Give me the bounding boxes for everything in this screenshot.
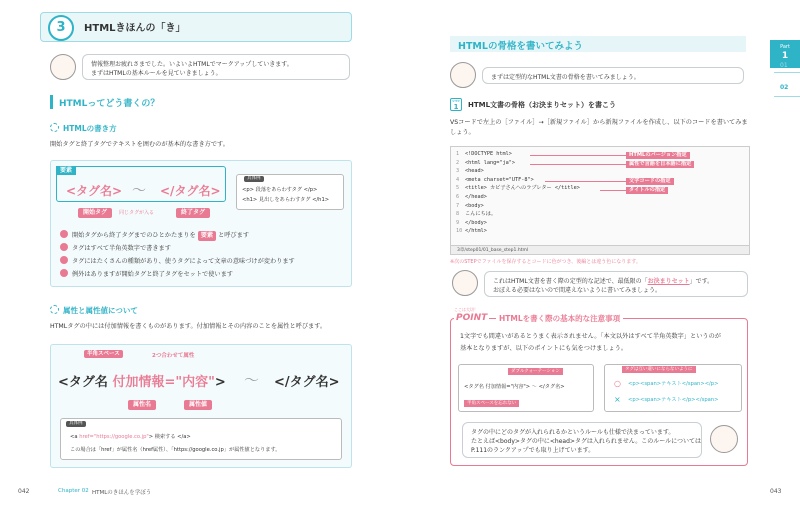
callout-line	[545, 181, 626, 182]
step-desc: VSコードで左上の［ファイル］→［新規ファイル］から新規ファイルを作成し、以下のコードを書いてみましょう。	[450, 119, 748, 136]
example-label: 具体例	[66, 421, 86, 427]
code-line: 1 <!DOCTYPE html>	[456, 151, 512, 157]
subsection-desc: HTMLタグの中には付加情報を書くものがあります。付加情報とその内容のことを属性と呼びます。	[50, 323, 327, 330]
example-line: <a href="https://google.co.jp"> 検索する </a>	[70, 434, 191, 440]
ok-icon: ○	[614, 379, 621, 388]
dotted-circle-icon	[50, 123, 59, 132]
chapter-tab[interactable]: 01	[780, 62, 788, 69]
intro-bubble	[82, 54, 350, 80]
space-note: 半角スペースを忘れない	[464, 400, 519, 407]
student-avatar	[710, 425, 738, 453]
divider	[774, 96, 800, 97]
intro-bubble: まずは定型的なHTML文書の骨格を書いてみましょう。	[482, 67, 744, 84]
subsection-desc: 開始タグと終了タグでテキストを囲むのが基本的な書き方です。	[50, 141, 229, 148]
example-line: この場合は「href」が属性名（href属性）、「https://google.co.jp」が属性値となります。	[70, 447, 281, 453]
code-line: 5 <title> カピ子さんへのラブレター </title>	[456, 185, 580, 192]
section-number-badge: 3	[48, 15, 74, 41]
section-bar	[50, 95, 53, 109]
teacher-avatar	[50, 54, 76, 80]
code-callout: 文字コードの指定	[626, 178, 674, 185]
section-title: HTMLってどう書くの？	[59, 99, 160, 109]
subsection-title: 属性と属性値について	[63, 306, 138, 315]
code-line: 8 こんにちは。	[456, 211, 497, 218]
check-icon	[60, 269, 68, 277]
ng-icon: ×	[614, 395, 621, 404]
dotted-circle-icon	[50, 305, 59, 314]
element-label: 要素	[56, 166, 76, 175]
code-note: ※次のSTEPでファイルを保存するとコードに色がつき、後編とは違う色になります。	[450, 259, 641, 265]
footer-chapter: Chapter 02	[58, 488, 89, 494]
point-badge: POINT	[456, 313, 488, 323]
point-text: 基本となりますが、以下のポイントにも気をつけましょう。	[460, 345, 628, 352]
attr-name-label: 属性名	[128, 400, 156, 410]
code-callout: 属性で言語を日本語に指定	[626, 161, 694, 168]
example-line: <p> 段落をあらわすタグ </p>	[242, 187, 318, 193]
same-tag-note: 同じタグが入る	[119, 210, 155, 216]
intro-line: 情報整理お疲れさまでした。いよいよHTMLでマークアップしていきます。	[91, 61, 293, 68]
example-line: <h1> 見出しをあらわすタグ </h1>	[242, 197, 330, 203]
point-title: HTMLを書く際の基本的な注意事項	[496, 313, 623, 324]
rule-code: <タグ名 付加情報="内容"> 〜 </タグ名>	[464, 384, 565, 390]
attr-value-label: 属性値	[184, 400, 212, 410]
space-label: 半角スペース	[84, 350, 123, 358]
rule-bubble: タグの中にどのタグが入れられるかというルールも仕様で決まっています。 たとえば<body>タグの中に<head>タグは入れられません。このルールについては P.111のランクアップでも取り上げています。	[462, 422, 702, 458]
teacher-avatar	[452, 270, 478, 296]
open-tag-label: 開始タグ	[78, 208, 112, 218]
nesting-label: タグは互い違いにならないように	[622, 366, 696, 373]
chapter-title: HTMLきほんの「き」	[84, 23, 186, 34]
point-item: タグはすべて半角英数字で書きます	[60, 243, 350, 254]
callout-line	[600, 190, 626, 191]
file-path: 3章/step01/01_base_step1.html	[450, 246, 750, 255]
wave: 〜	[132, 183, 146, 199]
code-line: 4 <meta charset="UTF-8">	[456, 176, 534, 183]
close-tag-text: </タグ名>	[160, 184, 221, 198]
page-number: 042	[18, 488, 30, 495]
quote-label: ダブルクォーテーション	[508, 368, 563, 375]
code-callout: HTMLのバージョン指定	[626, 152, 690, 159]
divider	[774, 72, 800, 73]
close-tag-text: </タグ名>	[274, 375, 340, 390]
code-line: 10 </html>	[456, 228, 487, 235]
chapter-tab[interactable]: 02	[780, 84, 789, 91]
footer-chapter-title: HTMLのきほんを学ぼう	[92, 490, 152, 496]
points-list	[60, 230, 350, 280]
close-tag-label: 終了タグ	[176, 208, 210, 218]
point-item: 開始タグから終了タグまでのひとかたまりを 要素 と呼びます	[60, 230, 350, 241]
point-item: タグにはたくさんの種類があり、使うタグによって文章の意味づけが変わります	[60, 256, 350, 267]
code-line: 9 </body>	[456, 219, 487, 226]
code-line: 6 </head>	[456, 193, 487, 200]
callout-line	[530, 155, 626, 156]
ok-code: <p><span>テキスト</span></p>	[628, 381, 719, 387]
callout-line	[530, 164, 626, 165]
code-line: 3 <head>	[456, 168, 484, 175]
example-label: 具体例	[244, 176, 264, 182]
point-text: 1文字でも間違いがあるとうまく表示されません。「本文以外はすべて半角英数字」というのが	[460, 333, 721, 340]
attr-syntax: <タグ名 付加情報="内容">	[58, 375, 226, 390]
tip-bubble: これはHTML文書を書く際の定型的な記述で、最低限の「お決まりセット」です。 おぼえる必要はないので間違えないように書いてみましょう。	[484, 271, 748, 297]
code-callout: タイトルの指定	[626, 187, 668, 194]
code-line: 7 <body>	[456, 202, 484, 209]
student-avatar	[450, 62, 476, 88]
open-tag-text: <タグ名>	[66, 184, 123, 198]
pair-label: 2つ合わせて属性	[152, 353, 195, 359]
ng-code: <p><span>テキスト</p></span>	[628, 397, 719, 403]
point-badge-sub: ここは大切！	[454, 307, 478, 312]
check-icon	[60, 243, 68, 251]
check-icon	[60, 230, 68, 238]
part-tab[interactable]: Part 1	[770, 40, 800, 68]
subsection-title: HTMLの書き方	[63, 124, 117, 133]
wave: 〜	[244, 371, 260, 389]
page-number: 043	[770, 488, 782, 495]
step-badge: STEP 1	[450, 98, 462, 111]
point-item: 例外はありますが開始タグと終了タグをセットで使います	[60, 269, 350, 280]
intro-line: まずはHTMLの基本ルールを見ていきましょう。	[91, 70, 222, 77]
check-icon	[60, 256, 68, 264]
code-lines	[456, 150, 580, 236]
code-line: 2 <html lang="ja">	[456, 159, 515, 166]
step-title: HTML文書の骨格（お決まりセット）を書こう	[468, 101, 617, 109]
page-title: HTMLの骨格を書いてみよう	[458, 41, 583, 52]
right-page	[400, 0, 800, 505]
